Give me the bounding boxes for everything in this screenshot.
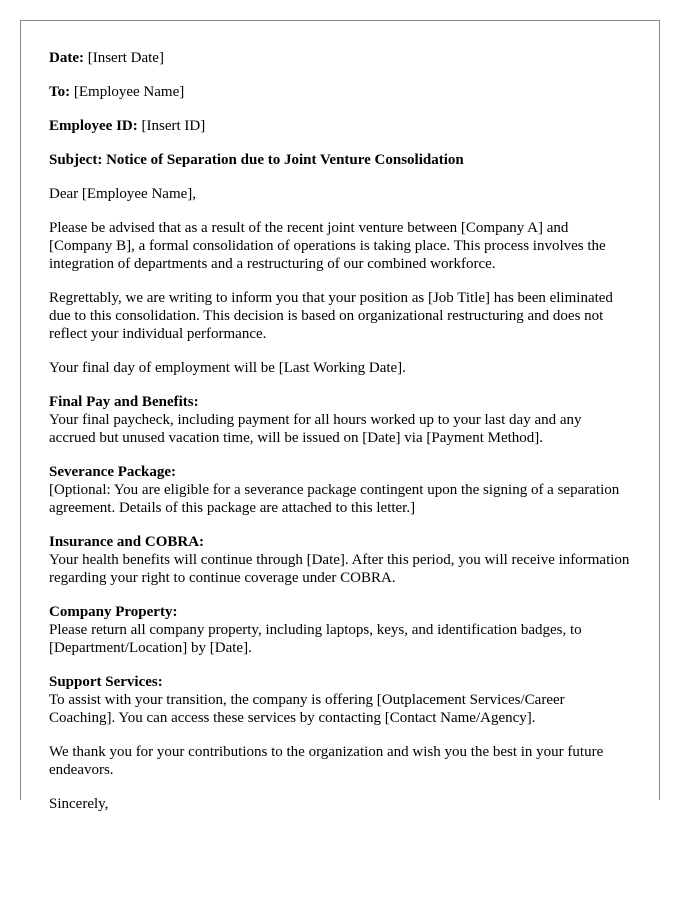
paragraph-position-eliminated: Regrettably, we are writing to inform you that your position as [Job Title] has been eliminated due to this consolidation. This decision is based on organizational restructuring and does not reflect your individual performance. [49, 290, 613, 342]
closing-paragraph: We thank you for your contributions to the organization and wish you the best in your future endeavors. [49, 744, 604, 778]
section-body-severance: [Optional: You are eligible for a severance package contingent upon the signing of a separation agreement. Details of this package are attached to this letter.] [49, 482, 620, 516]
section-final-pay [49, 393, 631, 447]
letter-page [20, 20, 660, 812]
section-title-final-pay: Final Pay and Benefits: [49, 394, 199, 410]
section-property [49, 603, 631, 657]
section-body-final-pay: Your final paycheck, including payment for all hours worked up to your last day and any accrued but unused vacation time, will be issued on [Date] via [Payment Method]. [49, 412, 582, 446]
paragraph-final-day: Your final day of employment will be [Last Working Date]. [49, 360, 406, 376]
to-label: To: [49, 84, 71, 100]
section-title-severance: Severance Package: [49, 464, 177, 480]
section-title-property: Company Property: [49, 604, 178, 620]
date-line [49, 49, 631, 67]
signoff: Sincerely, [49, 796, 109, 812]
paragraph-consolidation: Please be advised that as a result of the recent joint venture between [Company A] and [Company B], a formal consolidation of operations is taking place. This process involves the integration of departments and a restructuring of our combined workforce. [49, 220, 606, 272]
section-title-support: Support Services: [49, 674, 163, 690]
date-label: Date: [49, 50, 84, 66]
section-insurance [49, 533, 631, 587]
to-value: [Employee Name] [73, 84, 185, 100]
subject-line: Subject: Notice of Separation due to Joint Venture Consolidation [49, 152, 464, 168]
employee-id-line [49, 117, 631, 135]
employee-id-value: [Insert ID] [141, 118, 206, 134]
section-title-insurance: Insurance and COBRA: [49, 534, 205, 550]
section-body-insurance: Your health benefits will continue through [Date]. After this period, you will receive information regarding your right to continue coverage under COBRA. [49, 552, 630, 586]
section-body-property: Please return all company property, including laptops, keys, and identification badges, to [Department/Location] by [Date]. [49, 622, 582, 656]
to-line [49, 83, 631, 101]
section-severance [49, 463, 631, 517]
section-body-support: To assist with your transition, the company is offering [Outplacement Services/Career Coaching]. You can access these services by contacting [Contact Name/Agency]. [49, 692, 565, 726]
section-support [49, 673, 631, 727]
salutation: Dear [Employee Name], [49, 186, 197, 202]
date-value: [Insert Date] [87, 50, 164, 66]
employee-id-label: Employee ID: [49, 118, 138, 134]
